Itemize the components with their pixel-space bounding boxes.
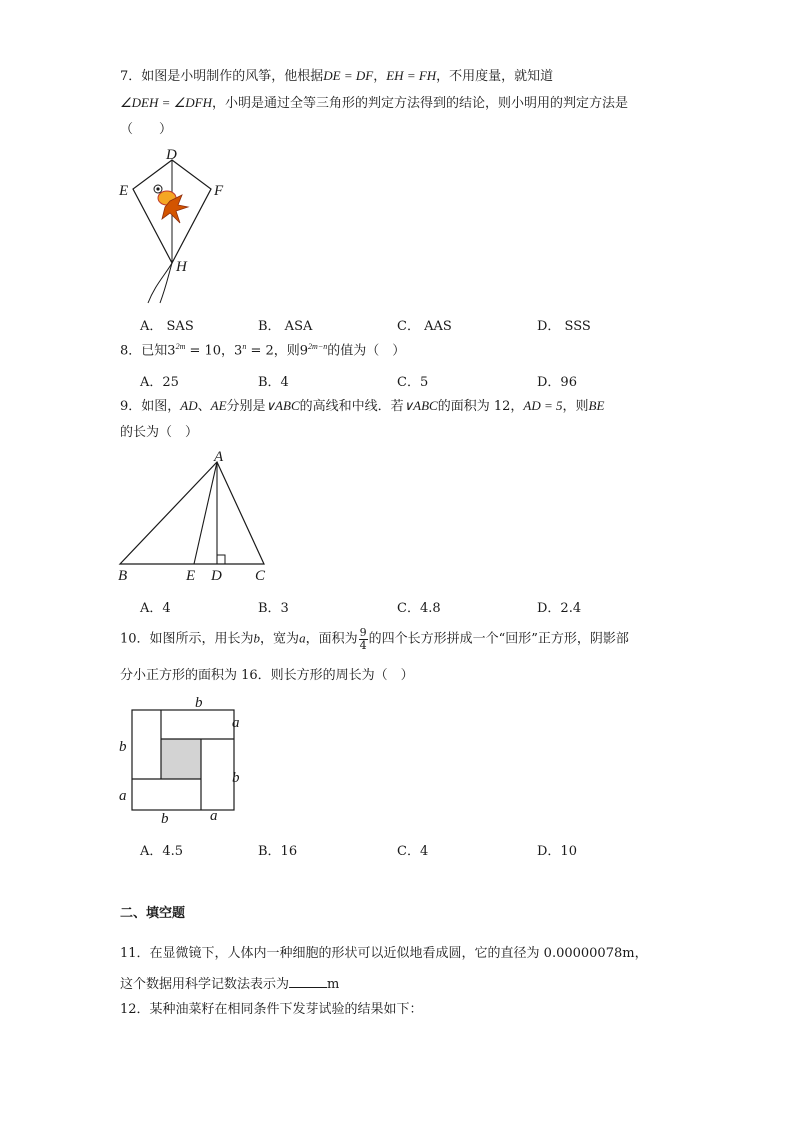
q10-var-b: b (253, 630, 261, 646)
label-b-right: b (232, 770, 240, 786)
q10-text-d: 的四个长方形拼成一个“回形”正方形，阴影部 (368, 631, 629, 647)
q9-option-d[interactable]: D．2.4 (537, 601, 582, 616)
q7-option-b[interactable]: B． ASA (258, 319, 313, 334)
q11-unit: m (327, 977, 340, 992)
label-a-right: a (232, 715, 240, 731)
q7-cond-angle: ∠DEH = ∠DFH (120, 95, 213, 110)
q7-kite-figure (110, 145, 240, 310)
q7-option-a[interactable]: A． SAS (140, 319, 194, 334)
q8-cond1-exp: 2m (175, 342, 186, 351)
q10-option-a[interactable]: A．4.5 (140, 844, 184, 859)
q7-line1 (120, 69, 553, 83)
q8-expr-exp: 2m−n (308, 342, 328, 351)
q8-cond1-rest: = 10， (185, 343, 235, 359)
label-b-left: b (119, 739, 127, 755)
q8-line1 (120, 343, 405, 357)
label-b-top: b (195, 695, 203, 711)
q10-option-c[interactable]: C．4 (397, 844, 429, 859)
q11-answer-blank[interactable] (289, 975, 327, 988)
shaded-inner-square (161, 739, 201, 779)
label-a-bottom: a (210, 808, 218, 824)
q12-line1: 12．某种油菜籽在相同条件下发芽试验的结果如下： (120, 1002, 423, 1017)
label-E: E (186, 568, 196, 584)
q9-text-e: ，则 (562, 399, 589, 414)
q7-separator: ， (373, 69, 387, 84)
label-E: E (119, 183, 129, 199)
q9-triangle-2: ∨ABC (403, 398, 438, 413)
q8-cond2-rest: = 2，则 (246, 343, 300, 359)
label-a-left: a (119, 788, 127, 804)
q8-option-a[interactable]: A．25 (140, 375, 179, 390)
label-D: D (166, 147, 177, 163)
q9-option-c[interactable]: C．4.8 (397, 601, 441, 616)
q10-text-a: 10．如图所示，用长为 (120, 631, 254, 647)
q10-frac-num: 9 (359, 626, 367, 639)
q10-option-b[interactable]: B．16 (258, 844, 298, 859)
q11-line1: 11．在显微镜下，人体内一种细胞的形状可以近似地看成圆，它的直径为 0.00000078m， (120, 946, 648, 961)
q9-text-a: 9．如图， (120, 399, 181, 414)
label-A: A (214, 449, 224, 465)
q9-ad-eq: AD = 5 (523, 398, 563, 413)
q10-fraction (359, 627, 368, 651)
label-F: F (214, 183, 224, 199)
q10-var-a: a (299, 630, 306, 646)
q11-text: 这个数据用科学记数法表示为 (120, 977, 290, 992)
kite-tail (160, 263, 172, 303)
label-C: C (255, 568, 266, 584)
label-B: B (118, 568, 128, 584)
q9-be: BE (588, 398, 605, 413)
q10-line2: 分小正方形的面积为 16．则长方形的周长为（ ） (120, 668, 414, 683)
q10-frac-den: 4 (359, 638, 367, 652)
q10-option-d[interactable]: D．10 (537, 844, 577, 859)
q7-text-b: ，不用度量，就知道 (436, 69, 554, 84)
q8-suffix: 的值为（ ） (327, 343, 406, 359)
q9-sep: 、 (197, 399, 211, 414)
q9-text-c: 的高线和中线．若 (299, 399, 404, 414)
label-H: H (176, 259, 187, 275)
q9-option-a[interactable]: A．4 (140, 601, 171, 616)
right-angle-mark (217, 555, 225, 564)
q8-option-d[interactable]: D．96 (537, 375, 577, 390)
q7-cond-de-df: DE = DF (323, 68, 374, 83)
kite-string (148, 263, 172, 303)
q9-triangle-figure (112, 448, 282, 588)
q9-option-b[interactable]: B．3 (258, 601, 289, 616)
median-ae (194, 462, 217, 564)
section-title: 二、填空题 (120, 906, 186, 921)
q10-line1 (120, 627, 629, 651)
q9-line2: 的长为（ ） (120, 425, 199, 440)
q8-cond2-exp: n (242, 342, 247, 351)
triangle-abc (120, 462, 264, 564)
label-D: D (211, 568, 222, 584)
label-b-bottom: b (161, 811, 169, 827)
q9-text-b: 分别是 (226, 399, 266, 414)
fish-decoration-icon (154, 185, 188, 223)
q8-expr-base: 9 (299, 343, 309, 359)
q9-triangle-1: ∨ABC (265, 398, 300, 413)
q7-line2 (120, 96, 628, 110)
q9-ae: AE (210, 398, 227, 413)
q9-line1 (120, 399, 604, 413)
q8-cond1-base: 3 (167, 343, 176, 359)
q8-option-c[interactable]: C．5 (397, 375, 429, 390)
q7-option-d[interactable]: D． SSS (537, 319, 591, 334)
q8-option-b[interactable]: B．4 (258, 375, 289, 390)
q10-text-c: ，面积为 (305, 631, 358, 647)
q7-text-c: ，小明是通过全等三角形的判定方法得到的结论，则小明用的判定方法是 (212, 96, 629, 111)
q9-text-d: 的面积为 12， (437, 399, 524, 414)
q7-option-c[interactable]: C． AAS (397, 319, 452, 334)
q10-text-b: ，宽为 (260, 631, 300, 647)
q8-cond2-base: 3 (234, 343, 243, 359)
q10-square-figure (112, 692, 252, 828)
q9-ad: AD (180, 398, 198, 413)
q7-cond-eh-fh: EH = FH (386, 68, 437, 83)
q8-prefix: 8．已知 (120, 343, 168, 359)
q7-answer-paren: （ ） (120, 122, 173, 137)
q7-text: 7．如图是小明制作的风筝，他根据 (120, 69, 324, 84)
q11-line2 (120, 975, 339, 991)
